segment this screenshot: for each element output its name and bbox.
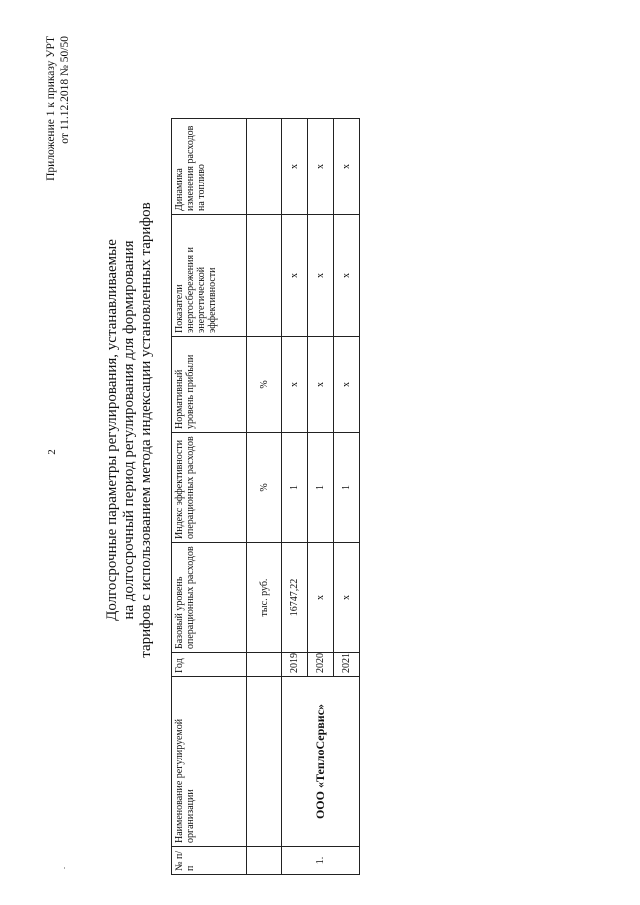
units-eff: % [247, 433, 282, 543]
units-name [247, 677, 282, 847]
units-num [247, 847, 282, 875]
cell-base: х [334, 543, 360, 653]
cell-norm: х [334, 337, 360, 433]
units-energy [247, 215, 282, 337]
cell-fuel: х [334, 119, 360, 215]
units-norm: % [247, 337, 282, 433]
organization-name: ООО «ТеплоСервис» [282, 677, 360, 847]
title-line-2: на долгосрочный период регулирования для формирования [121, 240, 137, 620]
scan-speck [64, 867, 65, 869]
table-units-row [247, 119, 282, 875]
appendix-line-2: от 11.12.2018 № 50/50 [59, 36, 71, 144]
header-name: Наименование регулируемой организации [172, 677, 247, 847]
table-row [282, 119, 308, 875]
cell-fuel: х [308, 119, 334, 215]
header-num: № п/п [172, 847, 247, 875]
appendix-note [44, 36, 72, 181]
cell-eff: 1 [308, 433, 334, 543]
cell-energy: х [308, 215, 334, 337]
document-title [104, 105, 155, 755]
table-header-row [172, 119, 247, 875]
cell-year: 2020 [308, 653, 334, 677]
cell-eff: 1 [334, 433, 360, 543]
appendix-line-1: Приложение 1 к приказу УРТ [45, 36, 57, 181]
header-eff: Индекс эффективности операционных расходов [172, 433, 247, 543]
cell-energy: х [282, 215, 308, 337]
header-energy: Показатели энергосбережения и энергетической эффективности [172, 215, 247, 337]
units-fuel [247, 119, 282, 215]
cell-norm: х [308, 337, 334, 433]
regulation-parameters-table [171, 118, 360, 875]
cell-year: 2021 [334, 653, 360, 677]
cell-energy: х [334, 215, 360, 337]
title-line-1: Долгосрочные параметры регулирования, устанавливаемые [104, 239, 120, 621]
page-number: 2 [46, 449, 58, 455]
header-year: Год [172, 653, 247, 677]
header-fuel: Динамика изменения расходов на топливо [172, 119, 247, 215]
title-line-3: тарифов с использованием метода индексации установленных тарифов [138, 202, 154, 658]
cell-base: 16747,22 [282, 543, 308, 653]
row-number: 1. [282, 847, 360, 875]
units-year [247, 653, 282, 677]
cell-fuel: х [282, 119, 308, 215]
cell-norm: х [282, 337, 308, 433]
cell-base: х [308, 543, 334, 653]
cell-eff: 1 [282, 433, 308, 543]
header-base: Базовый уровень операционных расходов [172, 543, 247, 653]
header-norm: Нормативный уровень прибыли [172, 337, 247, 433]
units-base: тыс. руб. [247, 543, 282, 653]
cell-year: 2019 [282, 653, 308, 677]
